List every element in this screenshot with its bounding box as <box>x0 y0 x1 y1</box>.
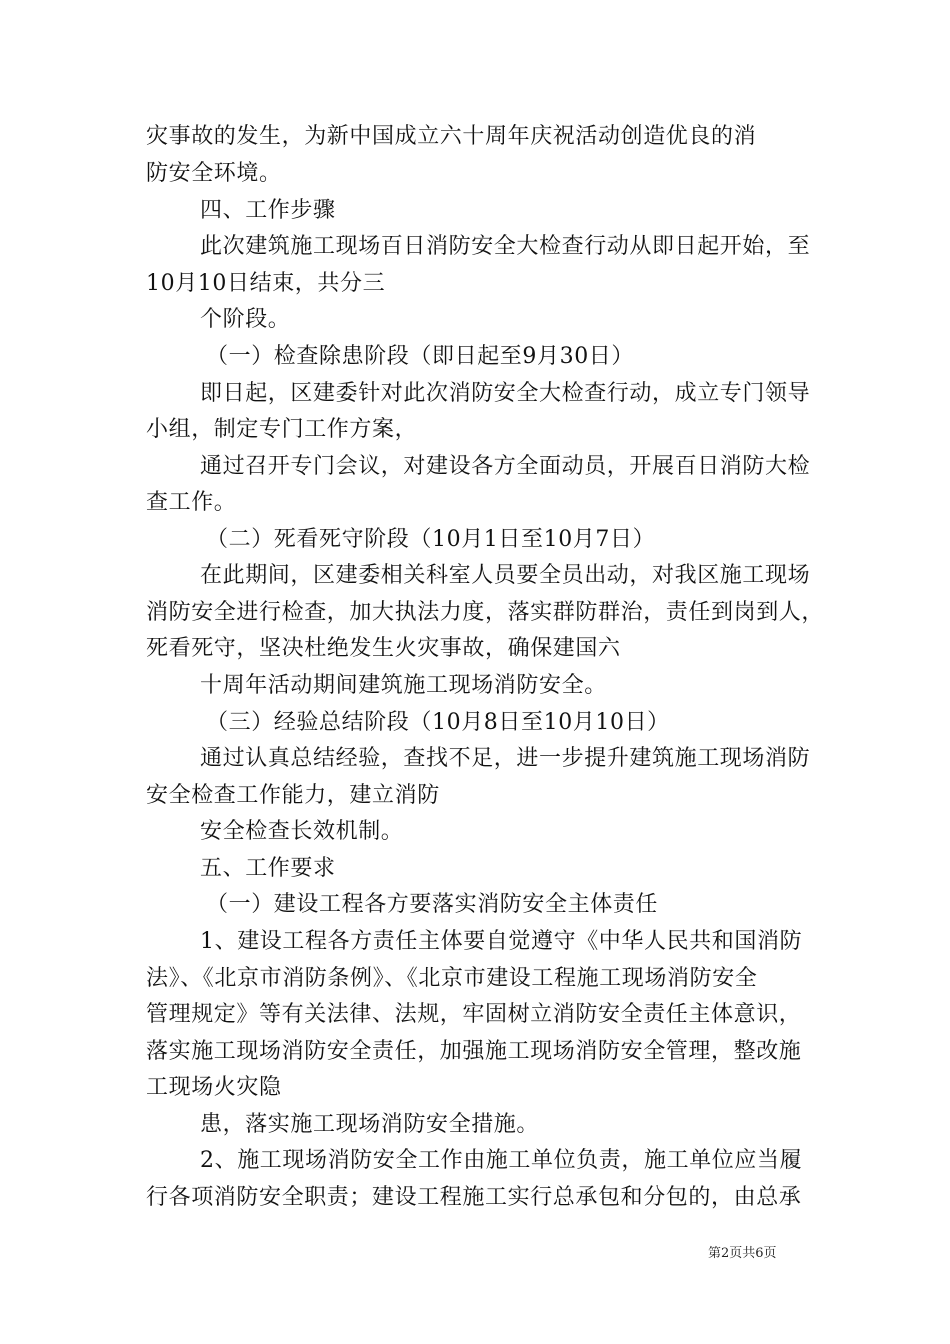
paragraph-line: 2、施工现场消防安全工作由施工单位负责，施工单位应当履 <box>200 1148 803 1173</box>
subsection-heading: （三）经验总结阶段（10月8日至10月10日） <box>206 710 670 735</box>
paragraph-line: 灾事故的发生，为新中国成立六十周年庆祝活动创造优良的消 <box>146 124 757 149</box>
subsection-heading: （一）建设工程各方要落实消防安全主体责任 <box>206 892 659 917</box>
paragraph-line: 防安全环境。 <box>146 161 282 186</box>
section-heading: 四、工作步骤 <box>200 198 336 223</box>
paragraph-line: 此次建筑施工现场百日消防安全大检查行动从即日起开始，至 <box>200 234 811 259</box>
paragraph-line: 十周年活动期间建筑施工现场消防安全。 <box>200 673 607 698</box>
paragraph-line: 1、建设工程各方责任主体要自觉遵守《中华人民共和国消防 <box>200 929 803 954</box>
paragraph-line: 落实施工现场消防安全责任，加强施工现场消防安全管理，整改施 <box>146 1039 802 1064</box>
paragraph-line: 通过召开专门会议，对建设各方全面动员，开展百日消防大检 <box>200 454 811 479</box>
paragraph-line: 小组，制定专门工作方案， <box>146 417 418 442</box>
paragraph-line: 行各项消防安全职责；建设工程施工实行总承包和分包的，由总承 <box>146 1185 802 1210</box>
paragraph-line: 患，落实施工现场消防安全措施。 <box>200 1112 540 1137</box>
paragraph-line: 安全检查长效机制。 <box>200 819 404 844</box>
paragraph-line: 通过认真总结经验，查找不足，进一步提升建筑施工现场消防 <box>200 746 811 771</box>
paragraph-line: 法》、《北京市消防条例》、《北京市建设工程施工现场消防安全 <box>146 966 758 991</box>
paragraph-line: 消防安全进行检查，加大执法力度，落实群防群治，责任到岗到人， <box>146 600 825 625</box>
paragraph-line: 工现场火灾隐 <box>146 1075 282 1100</box>
paragraph-line: 10月10日结束，共分三 <box>146 271 386 296</box>
paragraph-line: 个阶段。 <box>200 307 291 332</box>
page-number-footer: 第2页共6页 <box>708 1246 777 1261</box>
subsection-heading: （二）死看死守阶段（10月1日至10月7日） <box>206 527 656 552</box>
paragraph-line: 管理规定》等有关法律、法规，牢固树立消防安全责任主体意识， <box>146 1002 802 1027</box>
paragraph-line: 死看死守，坚决杜绝发生火灾事故，确保建国六 <box>146 636 621 661</box>
paragraph-line: 在此期间，区建委相关科室人员要全员出动，对我区施工现场 <box>200 563 811 588</box>
section-heading: 五、工作要求 <box>200 856 336 881</box>
paragraph-line: 安全检查工作能力，建立消防 <box>146 783 440 808</box>
paragraph-line: 查工作。 <box>146 490 237 515</box>
paragraph-line: 即日起，区建委针对此次消防安全大检查行动，成立专门领导 <box>200 381 811 406</box>
subsection-heading: （一）检查除患阶段（即日起至9月30日） <box>206 344 634 369</box>
